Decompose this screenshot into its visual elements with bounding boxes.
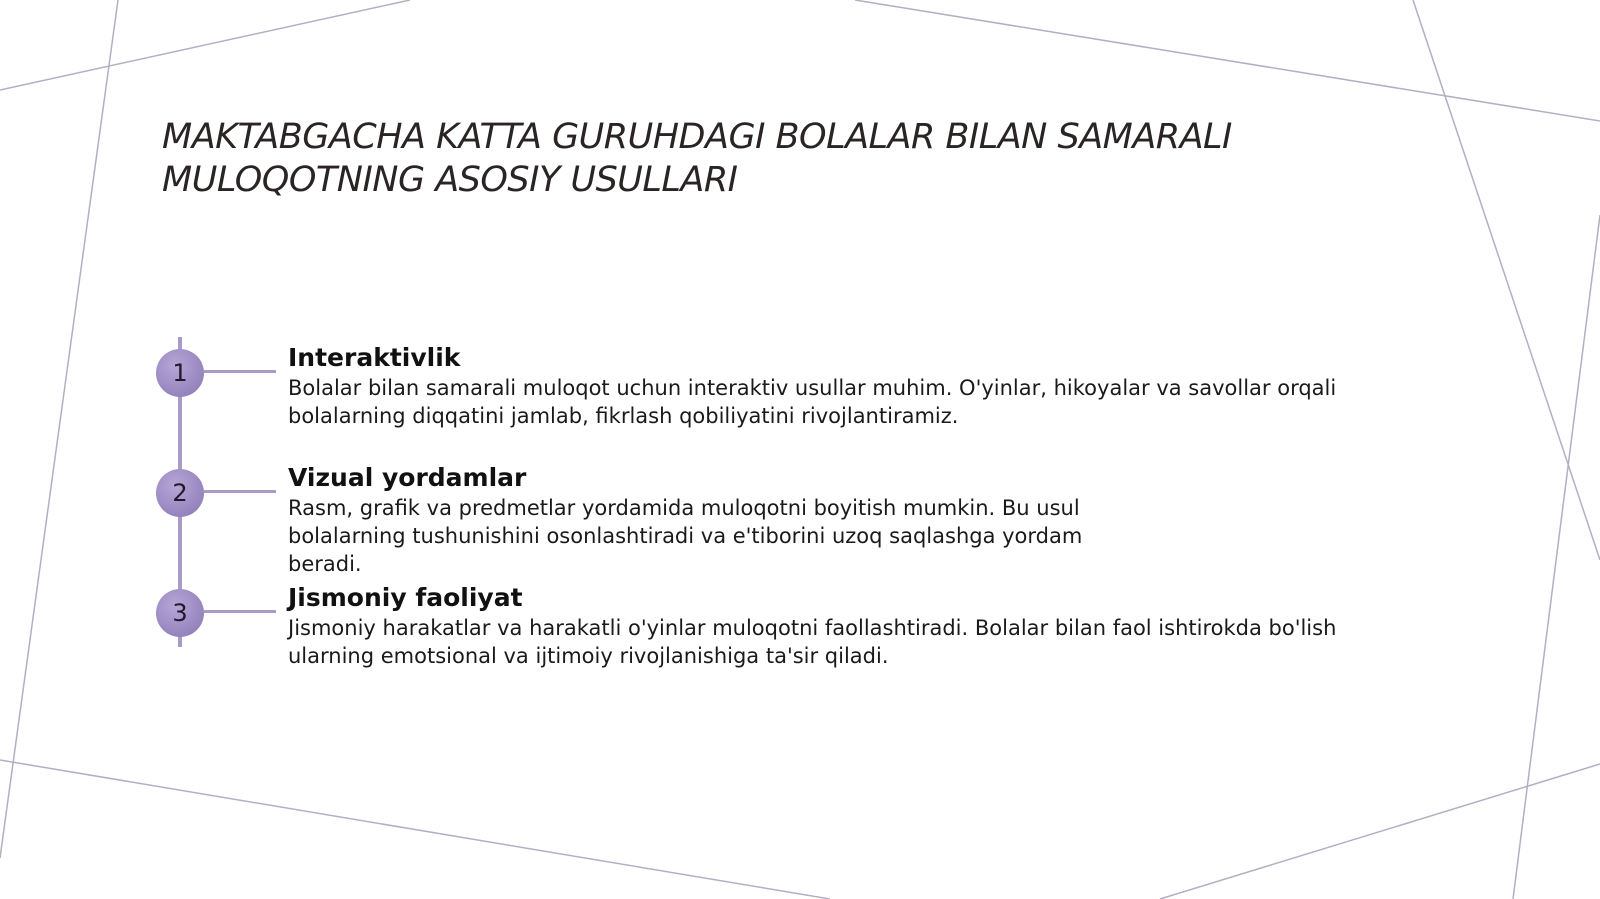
step-marker-3: 3 bbox=[156, 589, 204, 637]
step-item-2 bbox=[288, 462, 1088, 578]
connector-3 bbox=[204, 610, 276, 613]
step-text-3: Jismoniy harakatlar va harakatli o'yinlar muloqotni faollashtiradi. Bolalar bilan faol ishtirokda bo'lish ularning emotsional va ijtimoiy rivojlanishiga ta'sir qiladi. bbox=[288, 616, 1337, 668]
slide-title bbox=[162, 116, 1462, 202]
slide-title-line-2: MULOQOTNING ASOSIY USULLARI bbox=[162, 160, 738, 200]
bg-line bbox=[1413, 0, 1600, 560]
step-title-2: Vizual yordamlar bbox=[288, 463, 527, 492]
step-item-1 bbox=[288, 342, 1398, 430]
bg-line bbox=[1513, 215, 1600, 899]
step-title-3: Jismoniy faoliyat bbox=[288, 583, 523, 612]
bg-line bbox=[0, 760, 830, 899]
bg-line bbox=[1160, 764, 1600, 899]
slide-title-line-1: MAKTABGACHA KATTA GURUHDAGI BOLALAR BILAN SAMARALI bbox=[162, 117, 1232, 157]
connector-1 bbox=[204, 370, 276, 373]
step-item-3 bbox=[288, 582, 1398, 670]
connector-2 bbox=[204, 490, 276, 493]
bg-line bbox=[0, 0, 410, 90]
step-text-1: Bolalar bilan samarali muloqot uchun interaktiv usullar muhim. O'yinlar, hikoyalar va savollar orqali bolalarning diqqatini jamlab, fikrlash qobiliyatini rivojlantiramiz. bbox=[288, 376, 1337, 428]
bg-line bbox=[855, 0, 1600, 121]
step-title-1: Interaktivlik bbox=[288, 343, 461, 372]
bg-line bbox=[0, 0, 118, 858]
step-marker-1: 1 bbox=[156, 349, 204, 397]
step-text-2: Rasm, grafik va predmetlar yordamida muloqotni boyitish mumkin. Bu usul bolalarning tushunishini osonlashtiradi va e'tiborini uzoq saqlashga yordam beradi. bbox=[288, 496, 1083, 576]
step-marker-2: 2 bbox=[156, 469, 204, 517]
